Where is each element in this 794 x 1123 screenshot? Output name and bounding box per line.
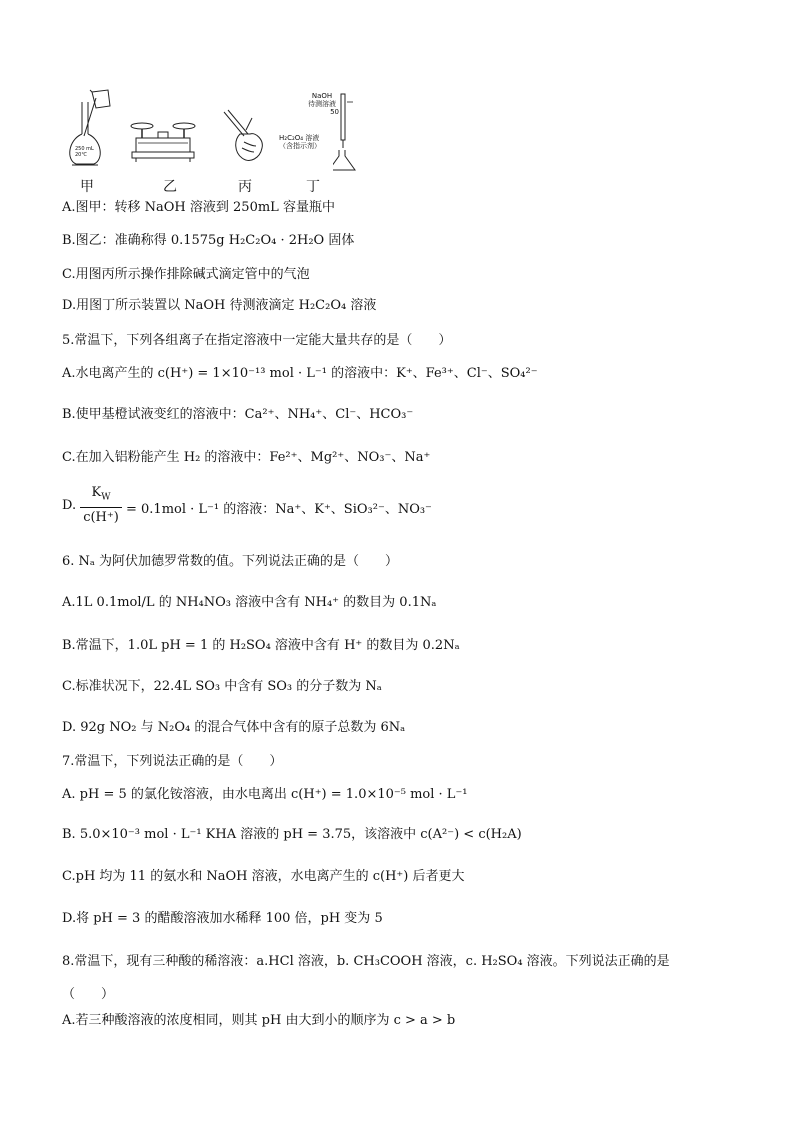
q8-option-a: A.若三种酸溶液的浓度相同，则其 pH 由大到小的顺序为 c > a > b (62, 1013, 456, 1028)
flask-ding-label-solution: H₂C₂O₄ 溶液 (279, 134, 320, 142)
q5-stem: 5.常温下，下列各组离子在指定溶液中一定能大量共存的是（ ） (62, 333, 452, 348)
figure-jia-volumetric-flask (62, 88, 117, 168)
burette-label-scale: 50 (330, 108, 339, 116)
q7-option-c: C.pH 均为 11 的氨水和 NaOH 溶液，水电离产生的 c(H⁺) 后者更大 (62, 869, 465, 884)
q5-option-d-fraction (80, 485, 122, 527)
q7-option-b: B. 5.0×10⁻³ mol · L⁻¹ KHA 溶液的 pH = 3.75，该溶液中 c(A²⁻) < c(H₂A) (62, 827, 522, 842)
q4-option-a: A.图甲：转移 NaOH 溶液到 250mL 容量瓶中 (62, 200, 335, 215)
q8-stem: 8.常温下，现有三种酸的稀溶液：a.HCl 溶液，b. CH₃COOH 溶液，c. H₂SO₄ 溶液。下列说法正确的是 (62, 954, 670, 969)
burette-label-solution: 待测溶液 (308, 100, 336, 108)
q7-option-d: D.将 pH = 3 的醋酸溶液加水稀释 100 倍，pH 变为 5 (62, 911, 383, 926)
flask-label-temp: 20℃ (75, 152, 87, 158)
q5-option-c: C.在加入铝粉能产生 H₂ 的溶液中：Fe²⁺、Mg²⁺、NO₃⁻、Na⁺ (62, 450, 431, 465)
fraction-bar (80, 507, 122, 508)
balance-icon (128, 116, 198, 168)
fraction-denominator: c(H⁺) (83, 509, 119, 525)
q6-stem: 6. Nₐ 为阿伏加德罗常数的值。下列说法正确的是（ ） (62, 554, 399, 569)
figure-yi-balance (128, 116, 198, 168)
q7-option-a: A. pH = 5 的氯化铵溶液，由水电离出 c(H⁺) = 1.0×10⁻⁵ mol · L⁻¹ (62, 787, 468, 802)
caption-bing: 丙 (238, 179, 252, 195)
q5-option-d-text: = 0.1mol · L⁻¹ 的溶液：Na⁺、K⁺、SiO₃²⁻、NO₃⁻ (126, 502, 432, 517)
q5-option-b: B.使甲基橙试液变红的溶液中：Ca²⁺、NH₄⁺、Cl⁻、HCO₃⁻ (62, 407, 414, 422)
caption-yi: 乙 (163, 179, 177, 195)
flask-ding-label-indicator: （含指示剂） (279, 142, 321, 150)
caption-ding: 丁 (306, 179, 320, 195)
caption-jia: 甲 (80, 179, 94, 195)
hand-burette-icon (220, 108, 265, 168)
burette-flask-icon (333, 92, 373, 174)
flask-label-volume: 250 mL (75, 146, 94, 152)
q6-option-c: C.标准状况下，22.4L SO₃ 中含有 SO₃ 的分子数为 Nₐ (62, 679, 382, 694)
q5-option-d-prefix: D. (62, 498, 77, 513)
burette-label-reagent: NaOH (311, 92, 333, 100)
q6-option-a: A.1L 0.1mol/L 的 NH₄NO₃ 溶液中含有 NH₄⁺ 的数目为 0.1Nₐ (62, 595, 437, 610)
apparatus-figures (60, 88, 380, 193)
q4-option-d: D.用图丁所示装置以 NaOH 待测液滴定 H₂C₂O₄ 溶液 (62, 298, 377, 313)
q8-paren: （ ） (62, 987, 115, 1002)
figure-bing-hand-burette (220, 108, 265, 168)
fraction-numerator-w: W (101, 492, 111, 503)
q4-option-c: C.用图丙所示操作排除碱式滴定管中的气泡 (62, 267, 310, 282)
q7-stem: 7.常温下，下列说法正确的是（ ） (62, 754, 283, 769)
q6-option-d: D. 92g NO₂ 与 N₂O₄ 的混合气体中含有的原子总数为 6Nₐ (62, 720, 406, 735)
q6-option-b: B.常温下，1.0L pH = 1 的 H₂SO₄ 溶液中含有 H⁺ 的数目为 0.2Nₐ (62, 638, 460, 653)
q5-option-a: A.水电离产生的 c(H⁺) = 1×10⁻¹³ mol · L⁻¹ 的溶液中：K⁺、Fe³⁺、Cl⁻、SO₄²⁻ (62, 366, 538, 381)
q4-option-b: B.图乙：准确称得 0.1575g H₂C₂O₄ · 2H₂O 固体 (62, 233, 355, 248)
fraction-numerator-k: K (91, 485, 102, 500)
fraction-numerator (80, 485, 122, 506)
